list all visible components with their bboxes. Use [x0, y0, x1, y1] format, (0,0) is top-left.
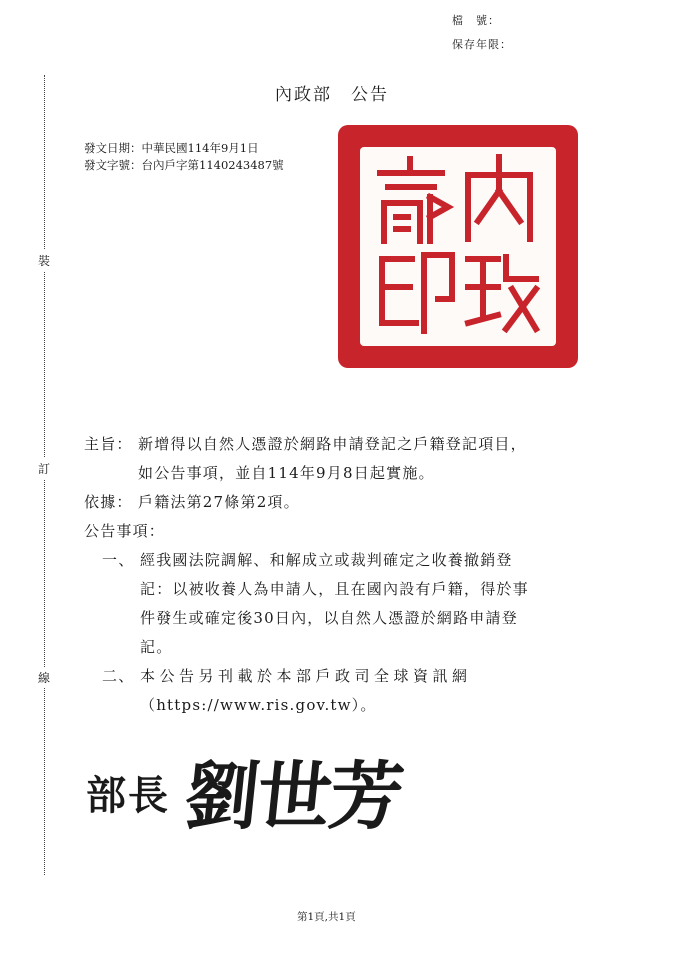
page-number: 第1頁,共1頁 — [297, 911, 356, 923]
item-1-line-2: 記：以被收養人為申請人，且在國內設有戶籍，得於事 — [140, 580, 529, 598]
document-title: 內政部 公告 — [275, 85, 389, 105]
item-1-marker: 一、 — [102, 551, 135, 569]
binding-char-zhuang: 裝 — [38, 250, 50, 271]
issue-number: 發文字號：台內戶字第1140243487號 — [84, 158, 284, 172]
minister-title: 部長 — [86, 772, 170, 819]
basis-text: 戶籍法第27條第2項。 — [138, 493, 300, 511]
minister-signature: 劉世芳 — [180, 754, 406, 840]
item-2-marker: 二、 — [102, 667, 135, 685]
official-seal — [338, 125, 578, 368]
item-1-line-1: 經我國法院調解、和解成立或裁判確定之收養撤銷登 — [140, 551, 513, 569]
item-2-line-2: （https://www.ris.gov.tw）。 — [140, 696, 377, 714]
binding-char-xian: 線 — [38, 667, 50, 688]
subject-line-2: 如公告事項，並自114年9月8日起實施。 — [138, 464, 435, 482]
subject-line-1: 新增得以自然人憑證於網路申請登記之戶籍登記項目， — [138, 435, 527, 453]
item-1-line-3: 件發生或確定後30日內，以自然人憑證於網路申請登 — [140, 609, 518, 627]
seal-inner-field — [360, 147, 556, 346]
seal-script-glyphs — [360, 147, 556, 346]
subject-label: 主旨： — [84, 435, 133, 453]
item-1-line-4: 記。 — [140, 638, 173, 656]
announcement-items-label: 公告事項： — [84, 522, 166, 540]
issue-date: 發文日期：中華民國114年9月1日 — [84, 141, 259, 155]
binding-char-ding: 訂 — [38, 458, 50, 479]
file-number-label: 檔 號： — [452, 14, 500, 27]
item-2-line-1: 本公告另刊載於本部戶政司全球資訊網 — [140, 667, 472, 685]
basis-label: 依據： — [84, 493, 133, 511]
retention-period-label: 保存年限： — [452, 38, 512, 51]
